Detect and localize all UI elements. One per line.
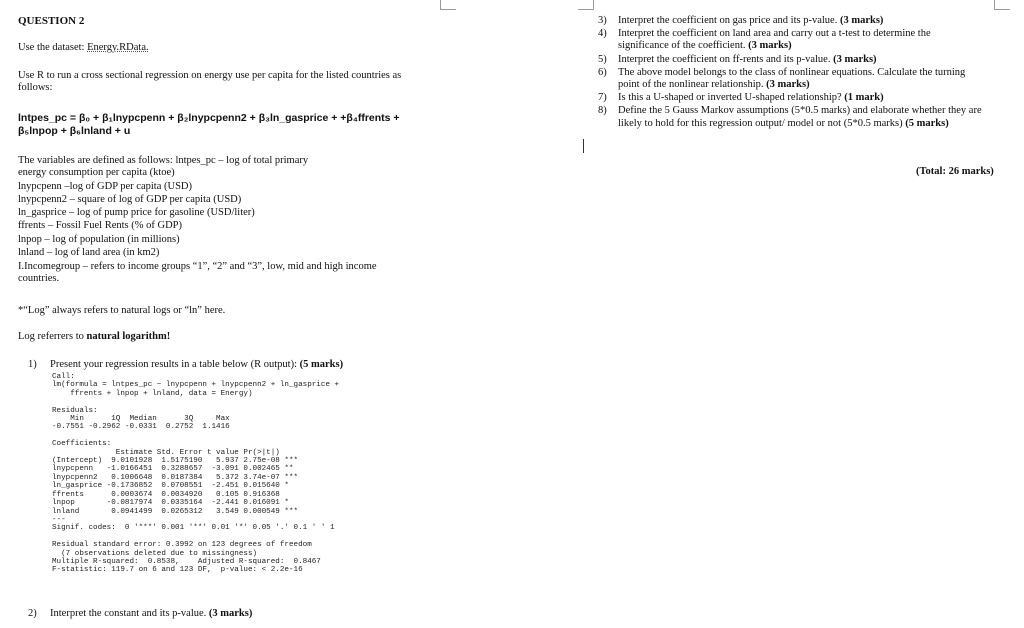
equation-line-2: β₅lnpop + β₆lnland + u <box>18 125 131 137</box>
definition-line: ln_gasprice – log of pump price for gasoline (USD/liter) <box>18 207 255 218</box>
page-corner-mark <box>994 0 1010 10</box>
question-1 <box>28 359 343 371</box>
question-line <box>618 28 982 40</box>
question-line <box>618 15 982 27</box>
question-text: Interpret the coefficient on gas price and its p-value. <box>618 15 840 26</box>
question-line <box>618 54 982 66</box>
question-text: Is this a U-shaped or inverted U-shaped relationship? <box>618 92 845 104</box>
question-2-text: Interpret the constant and its p-value. <box>50 608 209 619</box>
total-marks: (Total: 26 marks) <box>916 166 994 177</box>
question-line <box>618 118 982 130</box>
question-line <box>618 92 982 104</box>
question-number: 6) <box>598 66 607 78</box>
question-marks: (1 mark) <box>844 92 884 104</box>
question-2-number: 2) <box>28 608 37 619</box>
question-item <box>598 54 982 66</box>
r-regression-output: Call: lm(formula = lntpes_pc ~ lnypcpenn + lnypcpenn2 + ln_gasprice + ffrents + lnpop + lnland, data = Energy) Residuals: Min 1Q Median 3Q Max -0.7551 -0.2962 -0.0331 0.2752 1.1416 Coefficients: Estimate Std. Error t value Pr(>|t|) (Intercept) 9.0101928 1.5175190 5.937 2.75e-08 *** lnypcpenn -1.0166451 0.3288657 -3.091 0.002465 ** lnypcpenn2 0.1006648 0.0187384 5.372 3.74e-07 *** ln_gasprice -0.1736852 0.0708551 -2.451 0.015640 * ffrents 0.0003674 0.0034920 0.105 0.916368 lnpop -0.0817974 0.0335164 -2.441 0.016091 * lnland 0.0941499 0.0265312 3.549 0.000549 *** --- Signif. codes: 0 '***' 0.001 '**' 0.01 '*' 0.05 '.' 0.1 ' ' 1 Residual standard error: 0.3992 on 123 degrees of freedom (7 observations deleted due to missingness) Multiple R-squared: 0.8538, Adjusted R-squared: 0.8467 F-statistic: 119.7 on 6 and 123 DF, p-value: < 2.2e-16 <box>52 373 340 575</box>
document-page-right <box>554 0 1024 628</box>
dataset-name: Energy.RData. <box>87 42 149 53</box>
question-line <box>618 40 982 52</box>
question-title: QUESTION 2 <box>18 15 85 27</box>
question-number: 5) <box>598 53 607 65</box>
definition-line: I.Incomegroup – refers to income groups “1”, “2” and “3”, low, mid and high income <box>18 261 377 272</box>
question-text: Interpret the coefficient on land area and carry out a t-test to determine the <box>618 28 931 40</box>
question-line <box>618 67 982 79</box>
document-page-left <box>0 0 470 628</box>
question-item <box>598 67 982 91</box>
definition-line: lnypcpenn –log of GDP per capita (USD) <box>18 181 192 192</box>
question-text: Define the 5 Gauss Markov assumptions (5*0.5 marks) and elaborate whether they are <box>618 105 982 117</box>
page-corner-mark <box>578 0 594 10</box>
question-number: 3) <box>598 15 607 26</box>
question-item <box>598 15 982 27</box>
question-text: Interpret the coefficient on ff-rents and its p-value. <box>618 53 834 65</box>
question-1-number: 1) <box>28 359 37 370</box>
log-reference <box>18 331 170 343</box>
question-line <box>618 105 982 117</box>
instruction-line-1: Use R to run a cross sectional regression on energy use per capita for the listed countries as <box>18 70 402 81</box>
question-item <box>598 105 982 129</box>
question-1-text: Present your regression results in a table below (R output): <box>50 359 300 370</box>
question-item <box>598 92 982 104</box>
instruction-line-2: follows: <box>18 82 53 93</box>
text-cursor <box>583 139 584 153</box>
question-2 <box>28 608 252 620</box>
question-marks: (3 marks) <box>833 53 877 65</box>
definition-line: lnpop – log of population (in millions) <box>18 234 180 245</box>
question-marks: (3 marks) <box>766 79 810 91</box>
question-marks: (3 marks) <box>748 40 792 52</box>
question-2-marks: (3 marks) <box>208 608 253 619</box>
definition-line: countries. <box>18 273 60 284</box>
definition-line: ffrents – Fossil Fuel Rents (% of GDP) <box>18 220 183 231</box>
question-text: The above model belongs to the class of nonlinear equations. Calculate the turning <box>618 66 966 78</box>
question-number: 4) <box>598 28 607 40</box>
question-number: 7) <box>598 92 607 104</box>
question-marks: (5 marks) <box>905 117 949 129</box>
question-list <box>598 15 982 131</box>
log-reference-prefix: Log referrers to <box>18 331 87 342</box>
question-text: likely to hold for this regression output/ model or not (5*0.5 marks) <box>618 117 906 129</box>
definition-line: lnland – log of land area (in km2) <box>18 247 160 258</box>
question-number: 8) <box>598 105 607 117</box>
definition-line: The variables are defined as follows: lntpes_pc – log of total primary <box>18 155 309 166</box>
definition-line: lnypcpenn2 – square of log of GDP per capita (USD) <box>18 194 242 205</box>
question-item <box>598 28 982 52</box>
definition-line: energy consumption per capita (ktoe) <box>18 167 175 178</box>
equation-line-1: lntpes_pc = β₀ + β₁lnypcpenn + β₂lnypcpenn2 + β₃ln_gasprice + +β₄ffrents + <box>18 112 400 124</box>
dataset-line <box>18 42 149 54</box>
page-corner-mark <box>440 0 456 10</box>
question-text: significance of the coefficient. <box>618 40 749 52</box>
question-1-marks: (5 marks) <box>299 359 344 370</box>
log-reference-bold: natural logarithm! <box>86 331 171 342</box>
question-text: point of the nonlinear relationship. <box>618 79 767 91</box>
question-line <box>618 79 982 91</box>
log-note: *“Log” always refers to natural logs or “ln” here. <box>18 305 226 316</box>
question-marks: (3 marks) <box>839 15 884 26</box>
dataset-prefix: Use the dataset: <box>18 42 88 53</box>
